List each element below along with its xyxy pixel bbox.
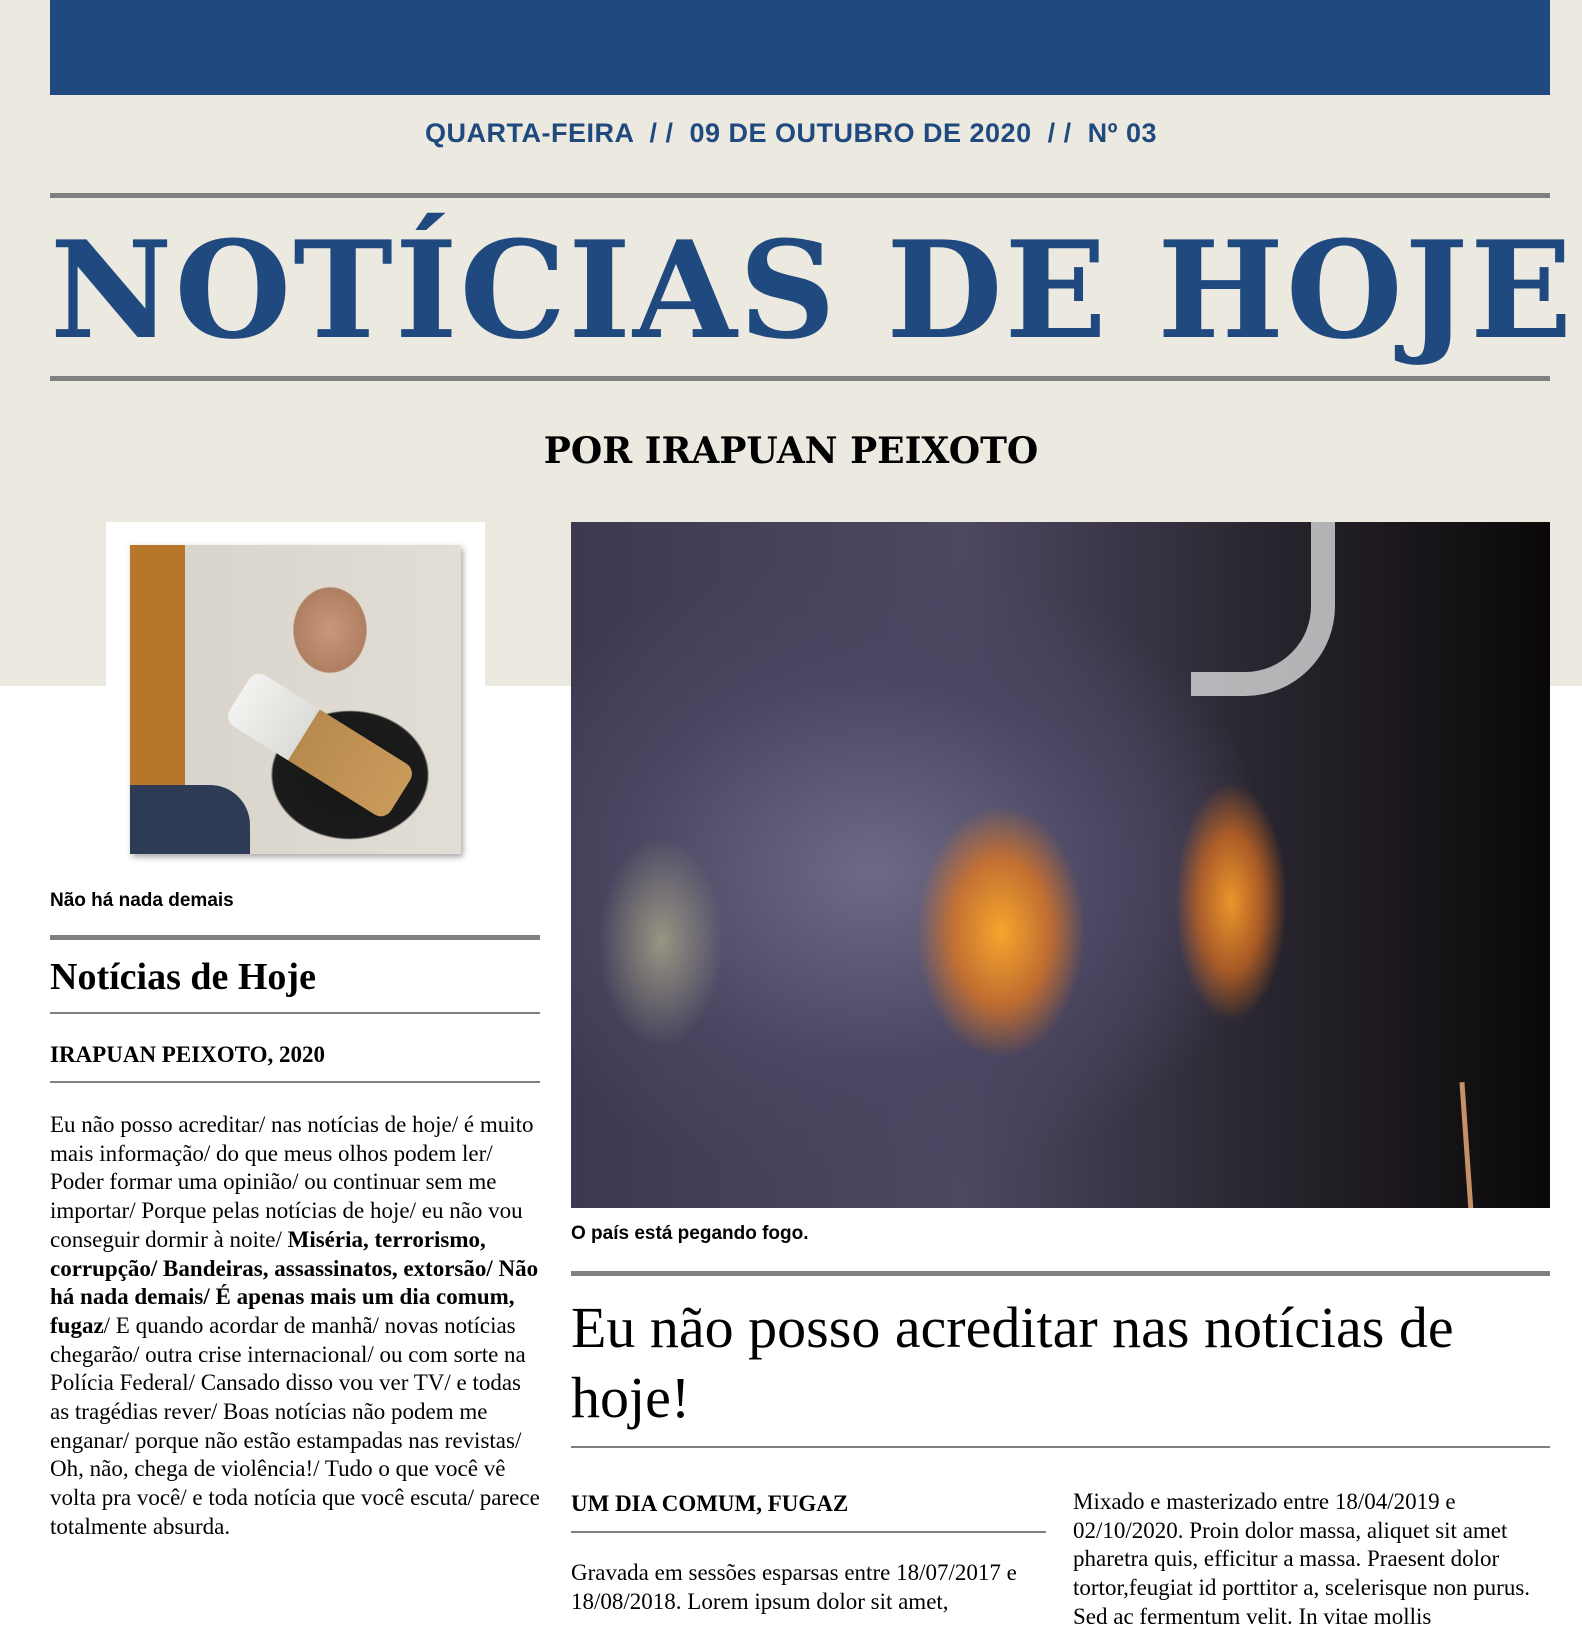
main-headline: Eu não posso acreditar nas notícias de hoje! xyxy=(571,1295,1454,1430)
article-column-1: Gravada em sessões esparsas entre 18/07/2017 e 18/08/2018. Lorem ipsum dolor sit amet, xyxy=(571,1560,1017,1614)
headline-bottom-rule xyxy=(571,1446,1550,1448)
headline-top-rule xyxy=(571,1271,1550,1276)
left-body-bold: Miséria, terrorismo, corrupção/ Bandeiras, assassinatos, extorsão/ Não há nada demais/ É apenas mais um dia comum, fugaz xyxy=(50,1226,539,1338)
guitar-shape xyxy=(224,669,417,821)
left-title-top-rule xyxy=(50,935,540,940)
top-color-bar xyxy=(50,0,1550,95)
dateline: QUARTA-FEIRA / / 09 DE OUTUBRO DE 2020 / / Nº 03 xyxy=(425,118,1157,148)
left-title-bottom-rule xyxy=(50,1012,540,1014)
author-photo-frame xyxy=(106,522,485,867)
incense-stick xyxy=(1459,1082,1473,1208)
article-column-2: Mixado e masterizado entre 18/04/2019 e 02/10/2020. Proin dolor massa, aliquet sit amet pharetra quis, efficitur a massa. Praesent dolor tortor,feugiat id porttitor a, scelerisque non purus. Sed ac fermentum velit. In vitae mollis xyxy=(1073,1489,1531,1629)
left-body-rest: / E quando acordar de manhã/ novas notícias chegarão/ outra crise internacional/ ou com sorte na Polícia Federal/ Cansado disso vou ver TV/ e todas as tragédias rever/ Boas notícias não podem me enganar/ porque não estão estampadas nas revistas/ Oh, não, chega de violência!/ Tudo o que você vê volta pra você/ e toda notícia que você escuta/ parece totalmente absurda. xyxy=(50,1312,540,1539)
author-photo xyxy=(130,545,461,854)
left-article-body xyxy=(50,1111,540,1542)
masthead-bottom-rule xyxy=(50,376,1550,381)
column-subtitle: UM DIA COMUM, FUGAZ xyxy=(571,1491,849,1516)
smoke-trail xyxy=(1191,522,1335,696)
left-article-subtitle: IRAPUAN PEIXOTO, 2020 xyxy=(50,1042,325,1067)
main-photo-caption: O país está pegando fogo. xyxy=(571,1223,809,1244)
byline: POR IRAPUAN PEIXOTO xyxy=(543,430,1039,472)
masthead-title: NOTÍCIAS DE HOJE xyxy=(50,211,1575,369)
masthead-top-rule xyxy=(50,193,1550,198)
author-photo-caption: Não há nada demais xyxy=(50,890,234,911)
left-article-title: Notícias de Hoje xyxy=(50,956,316,998)
left-body-intro: Eu não posso acreditar/ nas notícias de hoje/ é muito mais informação/ do que meus olhos podem ler/ Poder formar uma opinião/ ou continuar sem me importar/ Porque pelas notícias de hoje/ eu não vou conseguir dormir à noite/ xyxy=(50,1112,534,1252)
main-fire-photo xyxy=(571,522,1550,1208)
jeans-shape xyxy=(130,785,250,854)
column-subtitle-rule xyxy=(571,1531,1046,1533)
left-subtitle-rule xyxy=(50,1081,540,1083)
